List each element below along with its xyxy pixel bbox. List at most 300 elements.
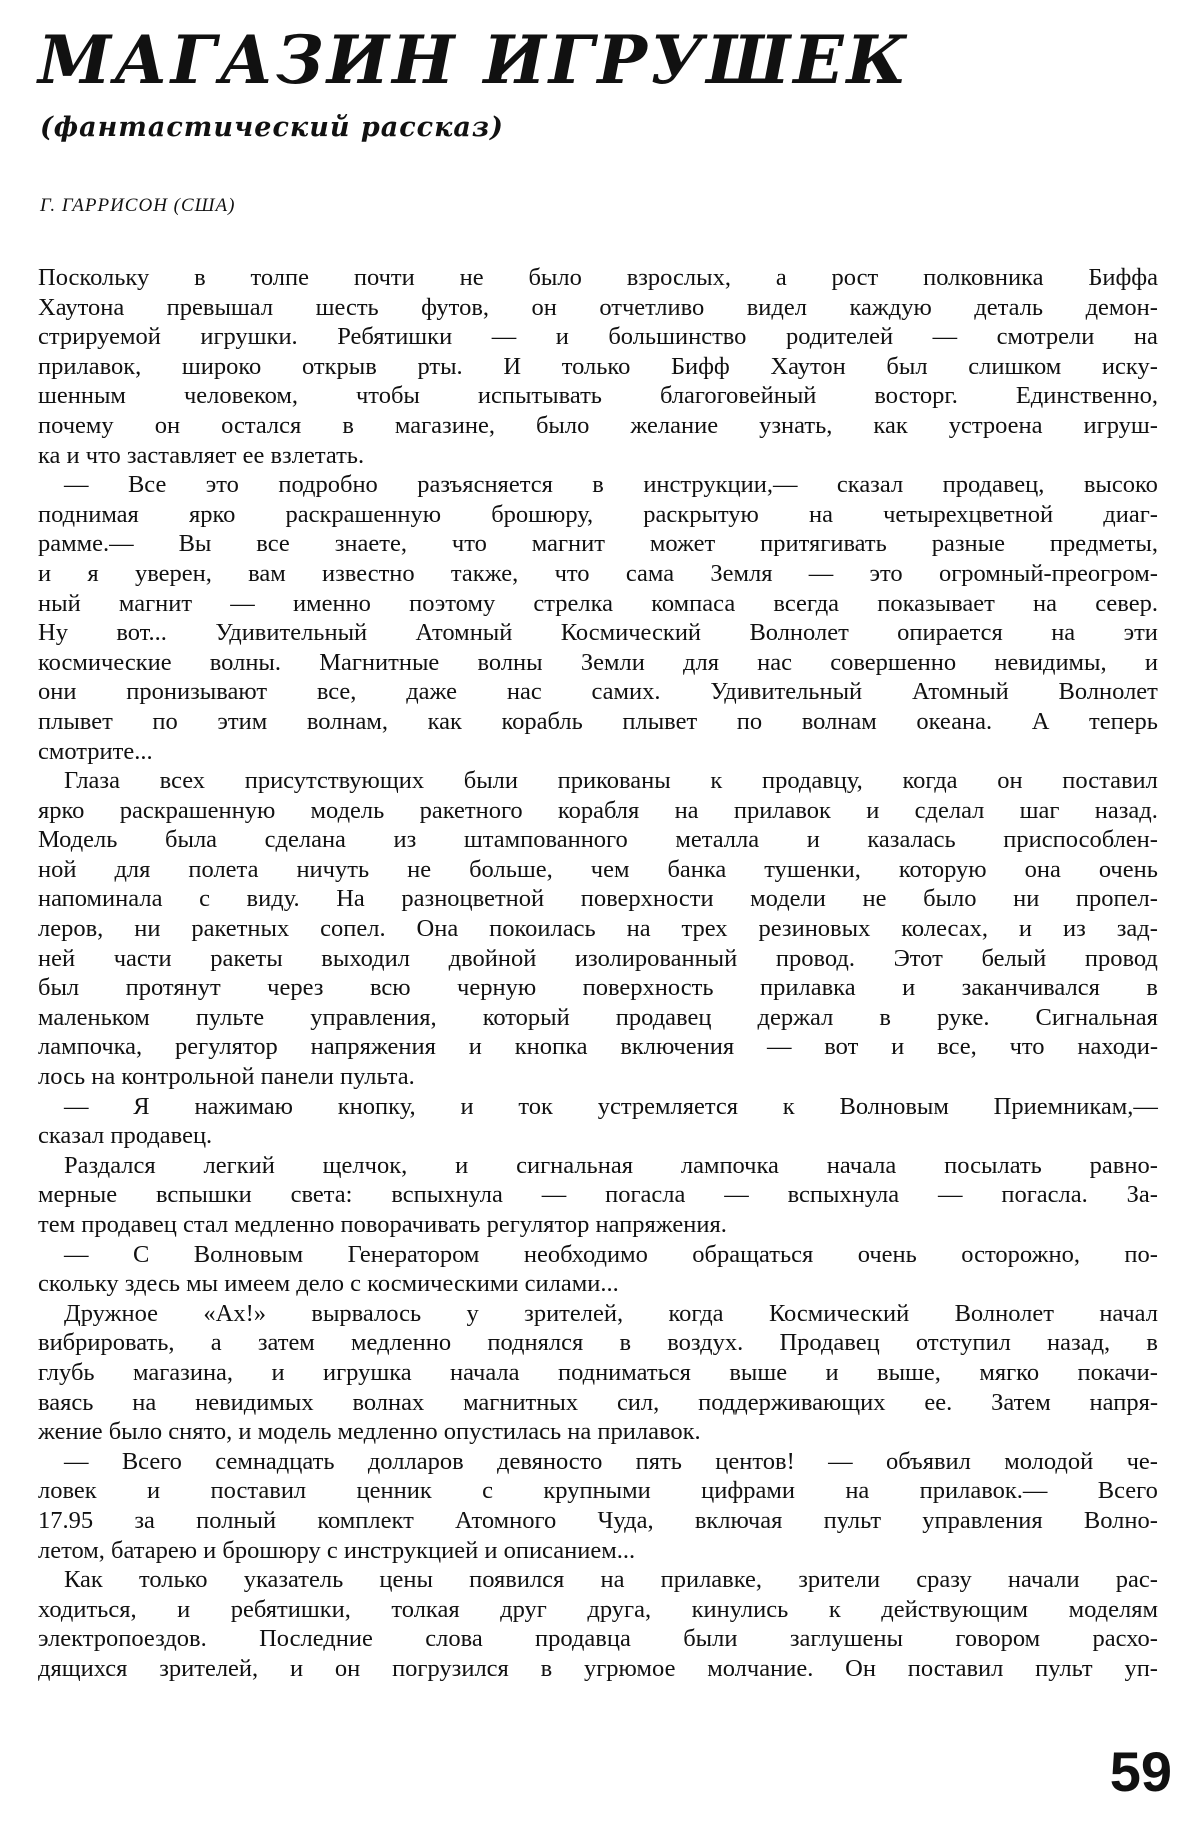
word: волнам: [801, 707, 877, 735]
word: прикованы: [557, 767, 671, 795]
text-line: [38, 559, 1158, 589]
word: Волнолет: [1058, 678, 1158, 706]
word: опирается: [897, 619, 1003, 647]
word: очень: [857, 1240, 917, 1268]
word: разноцветной: [401, 885, 545, 913]
word: поставил: [1062, 767, 1158, 795]
text-line: [38, 1388, 1158, 1418]
word: полный: [196, 1506, 277, 1534]
word: рты.: [417, 352, 463, 380]
word: и: [866, 796, 880, 824]
word: к: [828, 1595, 841, 1623]
word: зрителей,: [524, 1299, 624, 1327]
word: крупными: [543, 1477, 651, 1505]
word: стрелка: [533, 589, 614, 617]
word: пульт: [823, 1506, 882, 1534]
word: сразу: [916, 1566, 972, 1594]
text-line: [38, 500, 1158, 530]
word: они: [38, 678, 77, 706]
word: ярко: [188, 500, 236, 528]
word: —: [64, 471, 89, 499]
word: трех: [681, 915, 728, 943]
word: выходил: [321, 944, 410, 972]
word: шаг: [1019, 796, 1060, 824]
word: корабль: [501, 707, 583, 735]
text-line: [38, 470, 1158, 500]
word: из: [393, 826, 417, 854]
word: Последние: [259, 1625, 373, 1653]
word: на: [1133, 323, 1158, 351]
word: родителей: [785, 323, 894, 351]
word: на: [808, 500, 833, 528]
word: только: [138, 1566, 208, 1594]
word: начала: [450, 1358, 520, 1386]
word: подробно: [278, 471, 378, 499]
word: всех: [159, 767, 206, 795]
word: эти: [1123, 619, 1158, 647]
word: легкий: [203, 1151, 275, 1179]
word: брошюру,: [491, 500, 594, 528]
word: волны: [477, 648, 543, 676]
text-line: [38, 618, 1158, 648]
word: указатель: [243, 1566, 344, 1594]
word: поэтому: [409, 589, 496, 617]
word: Волно-: [1083, 1506, 1158, 1534]
word: на: [132, 1388, 157, 1416]
word: Модель: [38, 826, 118, 854]
word: на: [1033, 589, 1058, 617]
word: действующим: [881, 1595, 1029, 1623]
word: —: [64, 1240, 89, 1268]
word: что: [451, 530, 487, 558]
word: с: [199, 885, 210, 913]
word: притягивать: [760, 530, 887, 558]
word: именно: [292, 589, 371, 617]
word: электропоездов.: [38, 1625, 207, 1653]
word: он: [531, 293, 557, 321]
word: деталь: [974, 293, 1044, 321]
word: толпе: [250, 264, 310, 291]
word: он: [997, 767, 1023, 795]
word: ценник: [356, 1477, 432, 1505]
text-line: [38, 1003, 1158, 1033]
word: совершенно: [830, 648, 957, 676]
word: вот...: [116, 619, 167, 647]
word: было: [528, 264, 582, 291]
word: металла: [675, 826, 760, 854]
word: Этот: [893, 944, 943, 972]
word: ярко: [38, 796, 85, 824]
word: чем: [590, 855, 630, 883]
word: руке.: [937, 1003, 990, 1031]
word: погасла: [605, 1181, 686, 1209]
word: был: [886, 352, 928, 380]
word: и: [555, 323, 569, 351]
word: океана.: [916, 707, 993, 735]
word: известно: [322, 559, 415, 587]
text-line: [38, 677, 1158, 707]
word: футов,: [421, 293, 490, 321]
text-line: смотрите...: [38, 737, 153, 765]
word: была: [165, 826, 218, 854]
text-line: [38, 322, 1158, 352]
word: были: [683, 1625, 738, 1653]
page-number: 59: [1109, 1740, 1172, 1803]
word: Чуда,: [597, 1506, 654, 1534]
word: Бифф: [670, 352, 730, 380]
word: раскрашенную: [285, 500, 442, 528]
text-line: [38, 1240, 1158, 1270]
word: только: [561, 352, 631, 380]
word: устремляется: [597, 1092, 738, 1120]
word: начали: [1007, 1566, 1080, 1594]
text-line: тем продавец стал медленно поворачивать регулятор напряжения.: [38, 1211, 727, 1238]
word: игрушки.: [200, 323, 298, 351]
word: Ребятишки: [337, 323, 453, 351]
word: черную: [457, 974, 537, 1002]
word: продавца: [535, 1625, 631, 1653]
word: ней: [38, 944, 76, 972]
word: Космический: [560, 619, 702, 647]
word: кинулись: [691, 1595, 789, 1623]
word: очень: [1098, 855, 1158, 883]
word: это: [869, 559, 903, 587]
word: каждую: [849, 293, 932, 321]
word: когда: [902, 767, 958, 795]
word: в: [619, 1329, 632, 1357]
word: —: [541, 1181, 567, 1209]
word: почти: [353, 264, 415, 291]
word: модели: [750, 885, 826, 913]
word: девяносто: [496, 1447, 603, 1475]
word: у: [466, 1299, 479, 1327]
word: и: [468, 1033, 482, 1061]
word: покоилась: [489, 915, 596, 943]
word: ни: [134, 915, 161, 943]
word: кнопку,: [337, 1092, 416, 1120]
word: вспышки: [155, 1181, 252, 1209]
word: Хаутона: [38, 293, 125, 321]
word: Она: [416, 915, 459, 943]
word: управления: [922, 1506, 1043, 1534]
word: в: [592, 471, 604, 499]
word: выше,: [877, 1358, 941, 1386]
word: открыв: [301, 352, 377, 380]
word: по-: [1124, 1240, 1158, 1268]
word: взрослых,: [626, 264, 731, 291]
word: ный: [38, 589, 81, 617]
word: устроена: [948, 411, 1043, 439]
word: ловек: [38, 1477, 97, 1505]
word: ничуть: [296, 855, 370, 883]
word: —: [766, 1033, 792, 1061]
word: рамме.—: [38, 530, 134, 558]
word: поставил: [907, 1654, 1004, 1682]
word: и: [1018, 915, 1033, 943]
word: части: [113, 944, 172, 972]
word: поддерживающих: [698, 1388, 886, 1416]
word: Он: [845, 1654, 876, 1682]
word: начал: [1099, 1299, 1158, 1327]
word: как: [873, 411, 908, 439]
word: заглушены: [789, 1625, 903, 1653]
word: волны.: [209, 648, 282, 676]
word: Хаутон: [770, 352, 846, 380]
word: продавцу,: [761, 767, 863, 795]
word: космические: [38, 648, 172, 676]
word: шенным: [38, 382, 126, 410]
word: за: [134, 1506, 155, 1534]
word: Всего: [1097, 1477, 1158, 1505]
word: даже: [406, 678, 458, 706]
text-line: летом, батарею и брошюру с инструкцией и описанием...: [38, 1536, 636, 1564]
text-line: [38, 1447, 1158, 1477]
word: напря-: [1089, 1388, 1158, 1416]
word: к: [710, 767, 723, 795]
word: ток: [518, 1092, 553, 1120]
word: ни: [1013, 885, 1040, 913]
word: Всего: [121, 1447, 182, 1475]
word: иску-: [1101, 352, 1158, 380]
word: белый: [981, 944, 1047, 972]
word: в: [194, 264, 206, 291]
word: смотрели: [996, 323, 1095, 351]
word: слова: [425, 1625, 483, 1653]
word: дящихся: [38, 1654, 128, 1682]
word: а: [775, 264, 787, 291]
word: затем: [257, 1329, 315, 1357]
word: долларов: [367, 1447, 464, 1475]
word: благоговейный: [659, 382, 817, 410]
word: вам: [248, 559, 286, 587]
word: рост: [831, 264, 879, 291]
word: который: [482, 1003, 570, 1031]
text-line: [38, 352, 1158, 382]
word: демон-: [1085, 293, 1158, 321]
word: не: [407, 855, 432, 883]
word: все: [256, 530, 290, 558]
text-line: [38, 1595, 1158, 1625]
text-line: [38, 796, 1158, 826]
word: Все: [127, 471, 167, 499]
word: друг: [500, 1595, 547, 1623]
word: игрушка: [323, 1358, 412, 1386]
text-line: [38, 648, 1158, 678]
word: напоминала: [38, 885, 163, 913]
word: зрителей,: [159, 1654, 259, 1682]
word: предметы,: [1049, 530, 1158, 558]
word: молчание.: [707, 1654, 814, 1682]
word: Атомный: [415, 619, 513, 647]
word: прилавка: [760, 974, 856, 1002]
word: и: [891, 1033, 905, 1061]
word: банка: [667, 855, 727, 883]
word: Волнолет: [749, 619, 849, 647]
word: в: [540, 1654, 553, 1682]
word: в: [342, 411, 354, 439]
text-line: [38, 263, 1158, 293]
word: осторожно,: [961, 1240, 1080, 1268]
story-body: [38, 263, 1158, 1684]
word: магнит: [118, 589, 193, 617]
word: для: [683, 648, 719, 676]
word: ваясь: [38, 1388, 94, 1416]
word: Поскольку: [38, 264, 150, 291]
story-subtitle: (фантастический рассказ): [40, 112, 504, 143]
word: почему: [38, 411, 114, 439]
word: полковника: [923, 264, 1044, 291]
word: модель: [310, 796, 385, 824]
word: и: [460, 1092, 474, 1120]
word: желание: [630, 411, 719, 439]
word: воздух.: [667, 1329, 744, 1357]
word: вырвалось: [311, 1299, 422, 1327]
word: четырехцветной: [883, 500, 1054, 528]
word: Продавец: [779, 1329, 880, 1357]
word: ее.: [924, 1388, 953, 1416]
word: по: [736, 707, 763, 735]
word: Глаза: [64, 767, 120, 795]
word: Вы: [178, 530, 212, 558]
word: Земли: [580, 648, 645, 676]
story-title: МАГАЗИН ИГРУШЕК: [38, 21, 910, 99]
text-line: [38, 1565, 1158, 1595]
word: включения: [620, 1033, 735, 1061]
word: самих.: [591, 678, 661, 706]
word: нажимаю: [194, 1092, 293, 1120]
word: широко: [181, 352, 262, 380]
text-line: скольку здесь мы имеем дело с космическими силами...: [38, 1270, 619, 1298]
word: уп-: [1124, 1654, 1158, 1682]
word: приспособлен-: [1003, 826, 1158, 854]
word: продавец,: [942, 471, 1045, 499]
word: —: [491, 323, 517, 351]
word: к: [782, 1092, 795, 1120]
word: двойной: [448, 944, 537, 972]
word: сделал: [914, 796, 985, 824]
word: погрузился: [392, 1654, 509, 1682]
word: провод: [1084, 944, 1158, 972]
word: Атомный: [911, 678, 1009, 706]
word: молодой: [1004, 1447, 1094, 1475]
word: он: [334, 1654, 361, 1682]
text-line: [38, 1624, 1158, 1654]
word: появился: [469, 1566, 565, 1594]
word: отступил: [915, 1329, 1011, 1357]
word: Удивительный: [215, 619, 368, 647]
word: компаса: [651, 589, 736, 617]
text-line: [38, 589, 1158, 619]
word: расхо-: [1092, 1625, 1158, 1653]
word: погасла.: [1001, 1181, 1088, 1209]
word: стрируемой: [38, 323, 161, 351]
word: с: [482, 1477, 493, 1505]
word: не: [862, 885, 887, 913]
word: остался: [221, 411, 302, 439]
word: прилавок: [733, 796, 831, 824]
word: вибрировать,: [38, 1329, 175, 1357]
word: сил,: [616, 1388, 660, 1416]
word: это: [205, 471, 239, 499]
word: прилавок,: [38, 352, 142, 380]
word: зрители: [798, 1566, 881, 1594]
word: —: [932, 323, 958, 351]
word: и: [271, 1358, 285, 1386]
word: лампочка,: [38, 1033, 143, 1061]
text-line: [38, 884, 1158, 914]
word: Волновым: [193, 1240, 304, 1268]
word: сигнальная: [516, 1151, 633, 1179]
word: глубь: [38, 1358, 95, 1386]
word: чтобы: [355, 382, 420, 410]
word: сказал: [836, 471, 904, 499]
word: испытывать: [477, 382, 602, 410]
word: назад,: [1047, 1329, 1111, 1357]
word: Приемникам,—: [993, 1092, 1158, 1120]
word: на: [626, 915, 651, 943]
word: был: [38, 974, 80, 1002]
word: теперь: [1088, 707, 1158, 735]
word: посылать: [944, 1151, 1042, 1179]
word: человеком,: [183, 382, 298, 410]
word: ракетного: [419, 796, 523, 824]
word: огромный-преогром-: [938, 559, 1158, 587]
word: держал: [757, 1003, 834, 1031]
word: угрюмое: [583, 1654, 676, 1682]
word: магнитных: [463, 1388, 579, 1416]
word: корабля: [557, 796, 640, 824]
word: не: [459, 264, 484, 291]
word: «Ах!»: [203, 1299, 267, 1327]
word: рас-: [1115, 1566, 1158, 1594]
word: говором: [955, 1625, 1041, 1653]
word: через: [267, 974, 324, 1002]
word: регулятор: [175, 1033, 278, 1061]
word: тушенки,: [764, 855, 861, 883]
word: пять: [635, 1447, 682, 1475]
text-line: [38, 529, 1158, 559]
word: по: [152, 707, 178, 735]
word: подниматься: [557, 1358, 691, 1386]
word: и: [806, 826, 820, 854]
word: всю: [369, 974, 411, 1002]
word: и: [38, 559, 52, 587]
text-line: [38, 944, 1158, 974]
word: Атомного: [455, 1506, 557, 1534]
word: 17.95: [38, 1506, 94, 1534]
word: уверен,: [134, 559, 212, 587]
word: магазине,: [394, 411, 495, 439]
word: Ну: [38, 619, 68, 647]
text-line: [38, 855, 1158, 885]
word: поверхность: [582, 974, 714, 1002]
word: может: [649, 530, 716, 558]
word: восторг.: [874, 382, 958, 410]
word: покачи-: [1077, 1358, 1158, 1386]
text-line: [38, 1476, 1158, 1506]
word: сделана: [264, 826, 346, 854]
word: штампованного: [463, 826, 628, 854]
text-line: [38, 707, 1158, 737]
word: север.: [1095, 589, 1158, 617]
word: на: [674, 796, 699, 824]
word: нас: [506, 678, 542, 706]
word: волнах: [352, 1388, 425, 1416]
word: невидимых: [195, 1388, 314, 1416]
word: показывает: [877, 589, 995, 617]
word: раскрытую: [643, 500, 759, 528]
text-line: жение было снято, и модель медленно опустилась на прилавок.: [38, 1418, 701, 1446]
